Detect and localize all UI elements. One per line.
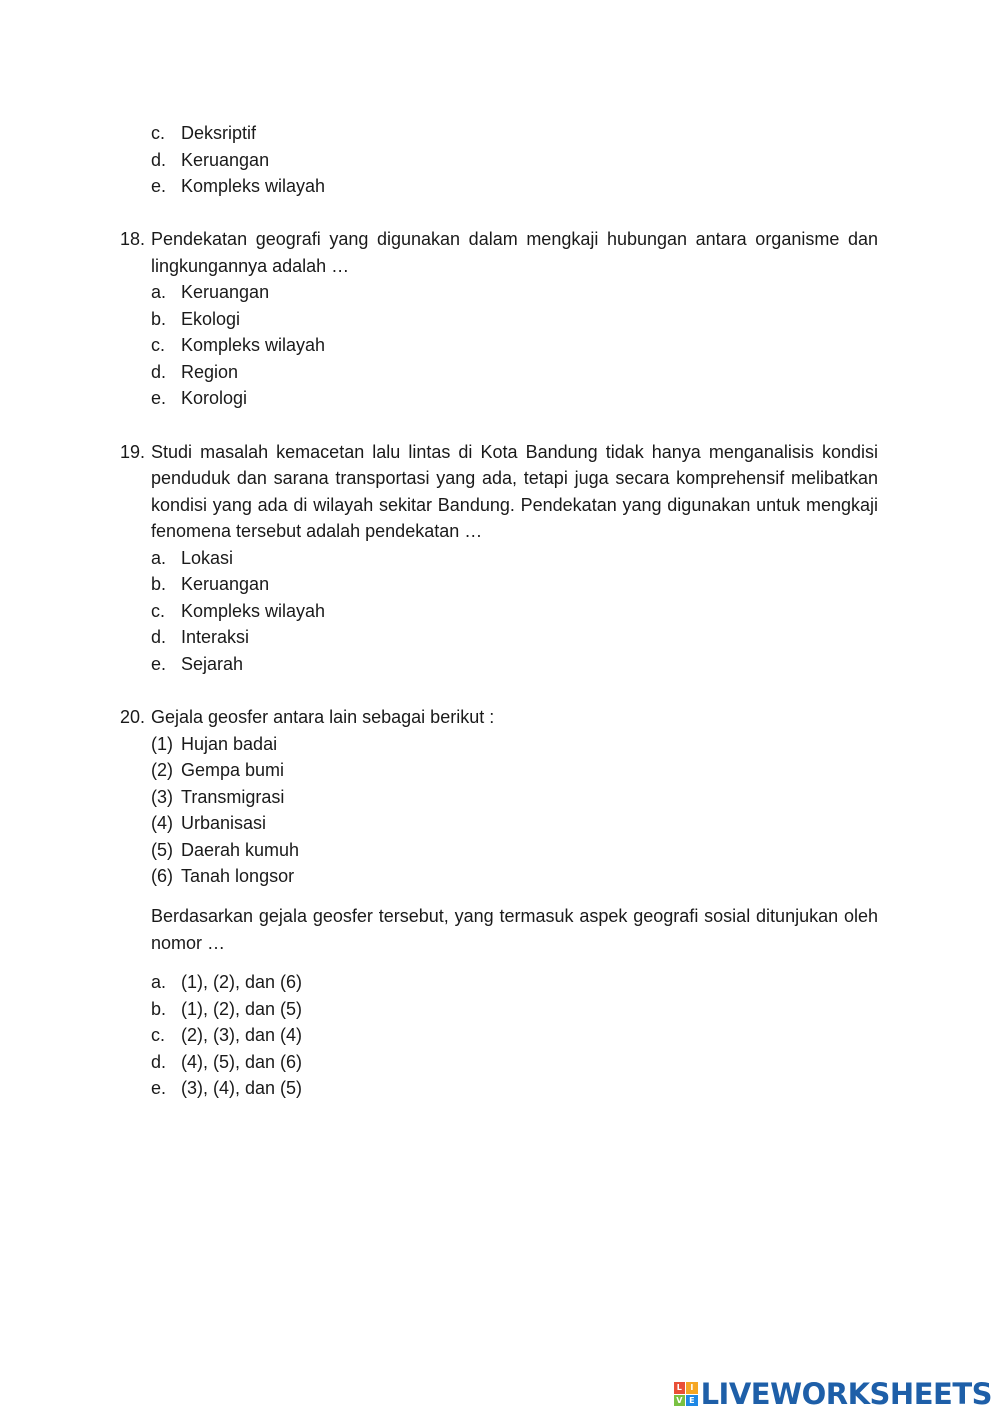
- option-letter: a.: [151, 282, 167, 302]
- question-number: 20.: [120, 707, 146, 727]
- item-text: Urbanisasi: [181, 813, 267, 833]
- option-text: Lokasi: [181, 548, 234, 568]
- option-letter: c.: [151, 1025, 166, 1045]
- option-letter: b.: [151, 309, 167, 329]
- option-letter: d.: [151, 150, 167, 170]
- watermark-text: LIVEWORKSHEETS: [700, 1377, 992, 1411]
- option-text: (1), (2), dan (5): [181, 999, 303, 1019]
- question-text: Berdasarkan gejala geosfer tersebut, yang termasuk aspek geografi sosial ditunjukan oleh: [151, 906, 878, 926]
- question-text: Gejala geosfer antara lain sebagai berikut :: [151, 707, 495, 727]
- logo-tile-i: I: [686, 1382, 698, 1394]
- question-text: lingkungannya adalah …: [151, 256, 350, 276]
- option-text: Region: [181, 362, 239, 382]
- option-letter: a.: [151, 548, 167, 568]
- option-text: Sejarah: [181, 654, 244, 674]
- option-letter: e.: [151, 176, 167, 196]
- item-number: (6): [151, 866, 173, 886]
- option-letter: e.: [151, 654, 167, 674]
- option-letter: d.: [151, 1052, 167, 1072]
- item-number: (4): [151, 813, 173, 833]
- option-text: Korologi: [181, 388, 248, 408]
- item-number: (5): [151, 840, 173, 860]
- item-text: Transmigrasi: [181, 787, 285, 807]
- option-text: Kompleks wilayah: [181, 176, 326, 196]
- item-text: Gempa bumi: [181, 760, 285, 780]
- option-letter: c.: [151, 335, 166, 355]
- option-letter: e.: [151, 1078, 167, 1098]
- logo-tile-v: V: [674, 1395, 686, 1407]
- item-text: Hujan badai: [181, 734, 278, 754]
- option-letter: d.: [151, 362, 167, 382]
- question-text: fenomena tersebut adalah pendekatan …: [151, 521, 483, 541]
- option-text: Keruangan: [181, 282, 270, 302]
- question-text: Studi masalah kemacetan lalu lintas di Kota Bandung tidak hanya menganalisis kondisi: [151, 442, 878, 462]
- option-text: Interaksi: [181, 627, 250, 647]
- option-letter: b.: [151, 574, 167, 594]
- item-number: (2): [151, 760, 173, 780]
- question-number: 19.: [120, 442, 146, 462]
- question-text: nomor …: [151, 933, 226, 953]
- item-text: Tanah longsor: [181, 866, 295, 886]
- logo-tile-e: E: [686, 1395, 698, 1407]
- option-letter: a.: [151, 972, 167, 992]
- item-number: (1): [151, 734, 173, 754]
- liveworksheets-logo-icon: [674, 1382, 698, 1406]
- question-text: Pendekatan geografi yang digunakan dalam mengkaji hubungan antara organisme dan: [151, 229, 878, 249]
- option-text: (1), (2), dan (6): [181, 972, 303, 992]
- logo-tile-l: L: [674, 1382, 686, 1394]
- option-text: Kompleks wilayah: [181, 335, 326, 355]
- option-text: Deksriptif: [181, 123, 257, 143]
- option-text: Keruangan: [181, 150, 270, 170]
- question-text: penduduk dan sarana transportasi yang ada, tetapi juga secara komprehensif melibatkan: [151, 468, 878, 488]
- option-text: Kompleks wilayah: [181, 601, 326, 621]
- item-text: Daerah kumuh: [181, 840, 300, 860]
- option-letter: c.: [151, 601, 166, 621]
- option-text: (2), (3), dan (4): [181, 1025, 303, 1045]
- option-text: (3), (4), dan (5): [181, 1078, 303, 1098]
- option-text: (4), (5), dan (6): [181, 1052, 303, 1072]
- option-letter: d.: [151, 627, 167, 647]
- question-text: kondisi yang ada di wilayah sekitar Bandung. Pendekatan yang digunakan untuk mengkaji: [151, 495, 878, 515]
- option-letter: e.: [151, 388, 167, 408]
- option-text: Ekologi: [181, 309, 241, 329]
- question-number: 18.: [120, 229, 146, 249]
- option-text: Keruangan: [181, 574, 270, 594]
- liveworksheets-watermark[interactable]: [674, 1379, 992, 1409]
- option-letter: c.: [151, 123, 166, 143]
- item-number: (3): [151, 787, 173, 807]
- option-letter: b.: [151, 999, 167, 1019]
